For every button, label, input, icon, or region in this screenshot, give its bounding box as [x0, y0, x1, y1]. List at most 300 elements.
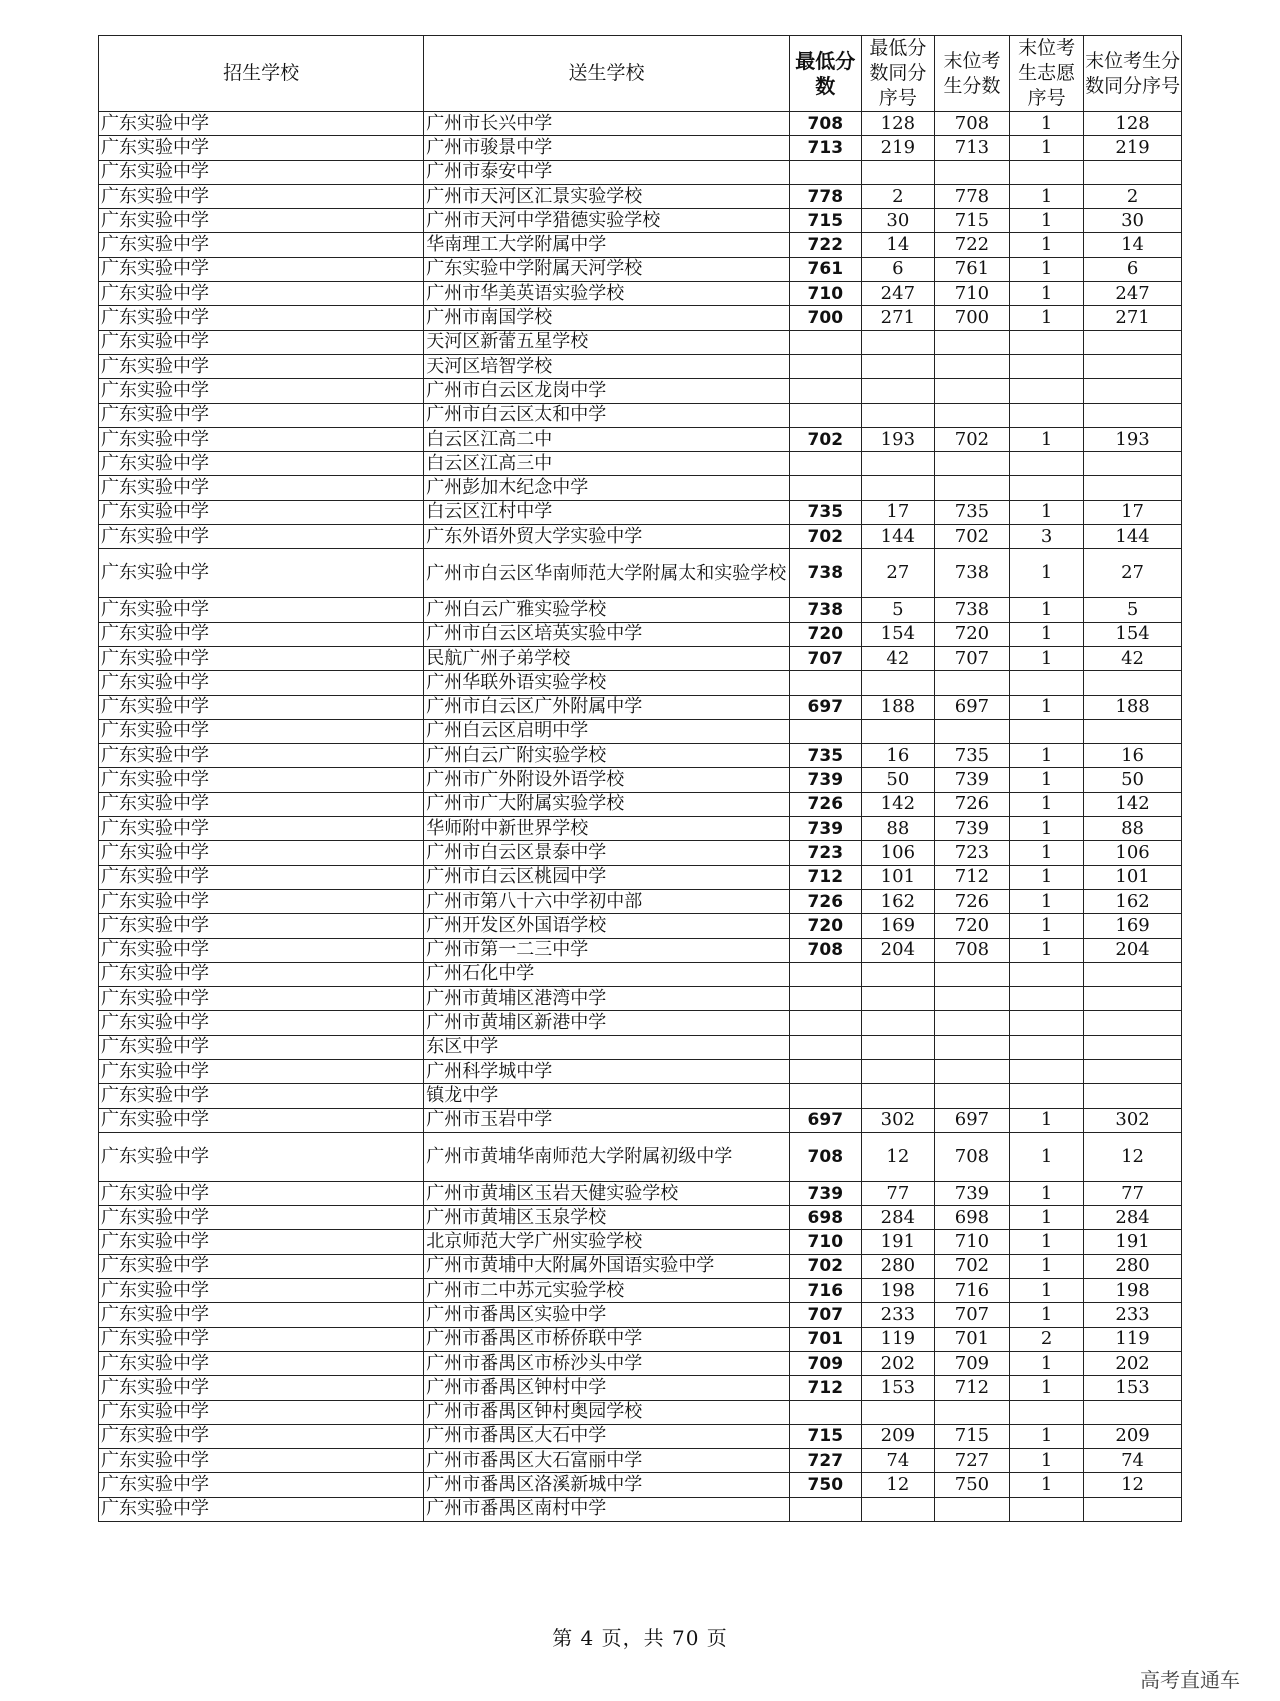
cell-sender: 天河区培智学校 [424, 354, 789, 378]
cell-sender: 广州石化中学 [424, 962, 789, 986]
table-row [99, 1449, 1182, 1473]
cell-min-rank: 284 [861, 1206, 934, 1230]
cell-sender: 广州市白云区太和中学 [424, 403, 789, 427]
cell-last-rank [1084, 403, 1182, 427]
cell-min-rank [861, 719, 934, 743]
cell-last-rank: 101 [1084, 865, 1182, 889]
cell-school: 广东实验中学 [99, 1181, 424, 1205]
cell-last-score: 713 [934, 136, 1009, 160]
cell-min-rank [861, 1084, 934, 1108]
cell-min-score: 698 [789, 1206, 861, 1230]
cell-last-choice: 1 [1010, 1376, 1084, 1400]
cell-school: 广东实验中学 [99, 671, 424, 695]
table-row [99, 1181, 1182, 1205]
cell-last-score: 708 [934, 938, 1009, 962]
cell-school: 广东实验中学 [99, 184, 424, 208]
cell-last-score [934, 452, 1009, 476]
cell-last-rank: 188 [1084, 695, 1182, 719]
cell-min-score: 712 [789, 865, 861, 889]
table-row [99, 233, 1182, 257]
cell-sender: 广州白云区启明中学 [424, 719, 789, 743]
cell-min-score: 710 [789, 1230, 861, 1254]
cell-school: 广东实验中学 [99, 354, 424, 378]
cell-min-rank [861, 452, 934, 476]
table-row [99, 1206, 1182, 1230]
cell-school: 广东实验中学 [99, 403, 424, 427]
table-row [99, 1327, 1182, 1351]
table-row [99, 1497, 1182, 1521]
table-row [99, 962, 1182, 986]
cell-school: 广东实验中学 [99, 549, 424, 598]
cell-last-rank: 202 [1084, 1351, 1182, 1375]
cell-min-score: 739 [789, 1181, 861, 1205]
watermark-text: 高考直通车 [1140, 1668, 1240, 1692]
cell-min-rank: 247 [861, 282, 934, 306]
cell-last-rank: 144 [1084, 525, 1182, 549]
cell-last-rank: 88 [1084, 817, 1182, 841]
cell-sender: 广州市白云区培英实验中学 [424, 622, 789, 646]
cell-last-rank: 128 [1084, 112, 1182, 136]
cell-school: 广东实验中学 [99, 1376, 424, 1400]
cell-last-choice: 1 [1010, 1424, 1084, 1448]
cell-last-rank: 14 [1084, 233, 1182, 257]
cell-last-rank [1084, 476, 1182, 500]
table-row [99, 1424, 1182, 1448]
cell-last-score: 739 [934, 1181, 1009, 1205]
cell-sender: 广州白云广雅实验学校 [424, 598, 789, 622]
cell-min-rank: 302 [861, 1108, 934, 1132]
cell-sender: 广州市广大附属实验学校 [424, 792, 789, 816]
cell-last-choice [1010, 1497, 1084, 1521]
cell-last-score [934, 354, 1009, 378]
cell-last-choice [1010, 719, 1084, 743]
cell-min-rank: 6 [861, 257, 934, 281]
cell-min-score [789, 987, 861, 1011]
cell-last-rank [1084, 330, 1182, 354]
table-row [99, 354, 1182, 378]
cell-last-score: 750 [934, 1473, 1009, 1497]
cell-min-score [789, 671, 861, 695]
cell-last-rank: 233 [1084, 1303, 1182, 1327]
cell-last-rank: 74 [1084, 1449, 1182, 1473]
table-row [99, 1279, 1182, 1303]
cell-school: 广东实验中学 [99, 282, 424, 306]
cell-sender: 广州市玉岩中学 [424, 1108, 789, 1132]
cell-last-score: 710 [934, 1230, 1009, 1254]
cell-last-score [934, 330, 1009, 354]
cell-last-score: 698 [934, 1206, 1009, 1230]
cell-school: 广东实验中学 [99, 1206, 424, 1230]
cell-last-choice: 1 [1010, 1206, 1084, 1230]
cell-last-rank [1084, 1011, 1182, 1035]
cell-sender: 广州白云广附实验学校 [424, 744, 789, 768]
cell-last-choice: 1 [1010, 938, 1084, 962]
cell-min-score: 739 [789, 768, 861, 792]
cell-last-score: 707 [934, 646, 1009, 670]
cell-last-rank [1084, 160, 1182, 184]
cell-min-score [789, 962, 861, 986]
cell-min-rank [861, 379, 934, 403]
table-row [99, 622, 1182, 646]
cell-last-choice: 1 [1010, 500, 1084, 524]
cell-sender: 广东外语外贸大学实验中学 [424, 525, 789, 549]
cell-min-score: 702 [789, 1254, 861, 1278]
cell-min-rank [861, 1011, 934, 1035]
cell-sender: 广州市白云区桃园中学 [424, 865, 789, 889]
cell-last-choice: 1 [1010, 1279, 1084, 1303]
cell-min-score: 723 [789, 841, 861, 865]
cell-min-rank: 14 [861, 233, 934, 257]
table-row [99, 598, 1182, 622]
cell-last-score: 715 [934, 1424, 1009, 1448]
cell-sender: 广东实验中学附属天河学校 [424, 257, 789, 281]
cell-min-rank: 198 [861, 1279, 934, 1303]
cell-sender: 东区中学 [424, 1035, 789, 1059]
cell-min-score: 708 [789, 112, 861, 136]
cell-last-rank [1084, 1497, 1182, 1521]
cell-last-choice: 1 [1010, 184, 1084, 208]
cell-min-rank [861, 1497, 934, 1521]
cell-min-score [789, 476, 861, 500]
cell-min-score: 707 [789, 1303, 861, 1327]
cell-school: 广东实验中学 [99, 1449, 424, 1473]
cell-sender: 白云区江村中学 [424, 500, 789, 524]
cell-last-choice: 1 [1010, 209, 1084, 233]
cell-last-choice: 1 [1010, 112, 1084, 136]
cell-sender: 广州华联外语实验学校 [424, 671, 789, 695]
cell-last-choice: 1 [1010, 427, 1084, 451]
cell-min-rank: 16 [861, 744, 934, 768]
cell-min-score: 708 [789, 938, 861, 962]
table-row [99, 1011, 1182, 1035]
cell-last-choice [1010, 1011, 1084, 1035]
cell-last-score [934, 962, 1009, 986]
cell-last-score: 709 [934, 1351, 1009, 1375]
cell-school: 广东实验中学 [99, 1473, 424, 1497]
table-row [99, 817, 1182, 841]
table-row [99, 525, 1182, 549]
cell-last-score: 702 [934, 427, 1009, 451]
cell-school: 广东实验中学 [99, 719, 424, 743]
cell-min-score: 761 [789, 257, 861, 281]
cell-min-score [789, 1059, 861, 1083]
table-row [99, 1108, 1182, 1132]
cell-min-rank: 271 [861, 306, 934, 330]
cell-school: 广东实验中学 [99, 914, 424, 938]
cell-sender: 广州市第一二三中学 [424, 938, 789, 962]
cell-last-choice: 1 [1010, 817, 1084, 841]
cell-sender: 广州市骏景中学 [424, 136, 789, 160]
cell-last-score: 700 [934, 306, 1009, 330]
cell-school: 广东实验中学 [99, 257, 424, 281]
cell-last-score: 708 [934, 112, 1009, 136]
header-last-rank: 末位考生分数同分序号 [1084, 36, 1182, 112]
table-row [99, 1084, 1182, 1108]
cell-school: 广东实验中学 [99, 1230, 424, 1254]
header-min-score-text: 最低分数 [795, 48, 856, 98]
cell-min-score [789, 452, 861, 476]
cell-min-score [789, 1035, 861, 1059]
cell-last-score: 712 [934, 865, 1009, 889]
cell-last-choice [1010, 160, 1084, 184]
cell-last-score [934, 1011, 1009, 1035]
cell-sender: 广州市番禺区钟村中学 [424, 1376, 789, 1400]
table-row [99, 282, 1182, 306]
cell-min-rank: 162 [861, 889, 934, 913]
cell-min-rank: 30 [861, 209, 934, 233]
table-row [99, 500, 1182, 524]
cell-min-score: 701 [789, 1327, 861, 1351]
cell-last-score: 735 [934, 744, 1009, 768]
cell-min-rank: 219 [861, 136, 934, 160]
table-row [99, 1400, 1182, 1424]
cell-sender: 华南理工大学附属中学 [424, 233, 789, 257]
cell-last-choice: 1 [1010, 622, 1084, 646]
header-min-score [789, 36, 861, 112]
cell-min-rank: 188 [861, 695, 934, 719]
cell-last-choice: 1 [1010, 1303, 1084, 1327]
cell-min-score [789, 1497, 861, 1521]
cell-school: 广东实验中学 [99, 1424, 424, 1448]
cell-sender: 广州市白云区龙岗中学 [424, 379, 789, 403]
table-row [99, 646, 1182, 670]
cell-min-rank: 202 [861, 1351, 934, 1375]
cell-min-score: 707 [789, 646, 861, 670]
cell-min-rank: 119 [861, 1327, 934, 1351]
cell-min-rank: 42 [861, 646, 934, 670]
cell-min-score: 708 [789, 1132, 861, 1181]
cell-min-score [789, 354, 861, 378]
cell-school: 广东实验中学 [99, 622, 424, 646]
cell-min-rank: 153 [861, 1376, 934, 1400]
cell-last-rank: 5 [1084, 598, 1182, 622]
cell-last-rank: 204 [1084, 938, 1182, 962]
cell-last-rank: 209 [1084, 1424, 1182, 1448]
header-last-choice: 末位考生志愿序号 [1010, 36, 1084, 112]
cell-min-rank: 209 [861, 1424, 934, 1448]
cell-last-choice: 1 [1010, 282, 1084, 306]
cell-sender: 广州市白云区华南师范大学附属太和实验学校 [424, 549, 789, 598]
cell-last-rank: 153 [1084, 1376, 1182, 1400]
table-row [99, 1376, 1182, 1400]
cell-min-rank: 27 [861, 549, 934, 598]
cell-last-score: 723 [934, 841, 1009, 865]
cell-school: 广东实验中学 [99, 841, 424, 865]
cell-min-rank: 17 [861, 500, 934, 524]
cell-school: 广东实验中学 [99, 330, 424, 354]
cell-last-score: 697 [934, 1108, 1009, 1132]
cell-last-choice [1010, 1400, 1084, 1424]
cell-min-score [789, 1400, 861, 1424]
cell-last-score: 761 [934, 257, 1009, 281]
cell-min-score: 778 [789, 184, 861, 208]
cell-last-score: 701 [934, 1327, 1009, 1351]
cell-last-rank: 12 [1084, 1473, 1182, 1497]
table-row [99, 209, 1182, 233]
table-row [99, 1059, 1182, 1083]
cell-school: 广东实验中学 [99, 1400, 424, 1424]
cell-sender: 广州市南国学校 [424, 306, 789, 330]
cell-school: 广东实验中学 [99, 1132, 424, 1181]
cell-last-choice [1010, 330, 1084, 354]
cell-min-score: 700 [789, 306, 861, 330]
cell-last-score: 727 [934, 1449, 1009, 1473]
table-row [99, 889, 1182, 913]
cell-last-rank [1084, 354, 1182, 378]
cell-min-rank: 128 [861, 112, 934, 136]
cell-last-score: 697 [934, 695, 1009, 719]
cell-min-score: 720 [789, 914, 861, 938]
cell-last-rank: 219 [1084, 136, 1182, 160]
cell-min-score [789, 1084, 861, 1108]
cell-min-score: 735 [789, 744, 861, 768]
cell-last-score [934, 1497, 1009, 1521]
cell-last-score [934, 160, 1009, 184]
cell-last-choice [1010, 1084, 1084, 1108]
cell-sender: 广州市二中苏元实验学校 [424, 1279, 789, 1303]
cell-min-rank: 144 [861, 525, 934, 549]
table-row [99, 1254, 1182, 1278]
cell-min-rank [861, 160, 934, 184]
cell-school: 广东实验中学 [99, 695, 424, 719]
cell-min-rank: 106 [861, 841, 934, 865]
table-row [99, 452, 1182, 476]
cell-last-choice: 1 [1010, 889, 1084, 913]
table-row [99, 330, 1182, 354]
cell-last-rank: 284 [1084, 1206, 1182, 1230]
cell-min-score: 735 [789, 500, 861, 524]
cell-last-rank: 106 [1084, 841, 1182, 865]
cell-last-choice: 1 [1010, 257, 1084, 281]
cell-last-choice: 1 [1010, 1230, 1084, 1254]
table-row [99, 1303, 1182, 1327]
cell-min-rank [861, 403, 934, 427]
table-row [99, 719, 1182, 743]
cell-last-score: 738 [934, 549, 1009, 598]
cell-last-rank [1084, 719, 1182, 743]
header-sender: 送生学校 [424, 36, 789, 112]
cell-last-score: 702 [934, 1254, 1009, 1278]
cell-min-score: 738 [789, 549, 861, 598]
cell-sender: 广州市广外附设外语学校 [424, 768, 789, 792]
header-school: 招生学校 [99, 36, 424, 112]
cell-min-rank [861, 987, 934, 1011]
cell-last-choice: 1 [1010, 549, 1084, 598]
cell-last-score: 708 [934, 1132, 1009, 1181]
table-row [99, 987, 1182, 1011]
cell-last-score [934, 1084, 1009, 1108]
cell-last-choice [1010, 1059, 1084, 1083]
cell-last-score: 739 [934, 817, 1009, 841]
cell-min-rank: 101 [861, 865, 934, 889]
cell-last-choice: 1 [1010, 233, 1084, 257]
cell-last-choice: 3 [1010, 525, 1084, 549]
cell-min-rank: 77 [861, 1181, 934, 1205]
cell-last-choice: 1 [1010, 306, 1084, 330]
cell-last-score [934, 1035, 1009, 1059]
cell-last-choice [1010, 379, 1084, 403]
cell-min-rank [861, 1059, 934, 1083]
cell-school: 广东实验中学 [99, 452, 424, 476]
cell-sender: 广州市华美英语实验学校 [424, 282, 789, 306]
cell-last-rank [1084, 1059, 1182, 1083]
table-row [99, 403, 1182, 427]
table-row [99, 379, 1182, 403]
cell-sender: 广州市白云区广外附属中学 [424, 695, 789, 719]
cell-last-choice: 1 [1010, 1254, 1084, 1278]
cell-last-score: 778 [934, 184, 1009, 208]
cell-last-score: 726 [934, 889, 1009, 913]
cell-last-rank: 302 [1084, 1108, 1182, 1132]
cell-min-score: 727 [789, 1449, 861, 1473]
cell-last-rank [1084, 671, 1182, 695]
cell-min-score: 709 [789, 1351, 861, 1375]
cell-min-rank: 2 [861, 184, 934, 208]
cell-last-rank: 271 [1084, 306, 1182, 330]
table-row [99, 1132, 1182, 1181]
cell-min-rank: 50 [861, 768, 934, 792]
cell-sender: 广州市黄埔区玉泉学校 [424, 1206, 789, 1230]
cell-school: 广东实验中学 [99, 1497, 424, 1521]
cell-last-score: 707 [934, 1303, 1009, 1327]
cell-sender: 广州开发区外国语学校 [424, 914, 789, 938]
cell-school: 广东实验中学 [99, 1059, 424, 1083]
table-row [99, 744, 1182, 768]
cell-min-score [789, 719, 861, 743]
cell-last-choice: 1 [1010, 598, 1084, 622]
cell-last-rank: 169 [1084, 914, 1182, 938]
cell-school: 广东实验中学 [99, 1108, 424, 1132]
cell-min-score: 726 [789, 792, 861, 816]
table-row [99, 1473, 1182, 1497]
cell-min-score [789, 379, 861, 403]
cell-last-score [934, 1059, 1009, 1083]
cell-last-rank [1084, 987, 1182, 1011]
cell-last-choice: 1 [1010, 768, 1084, 792]
table-row [99, 257, 1182, 281]
cell-school: 广东实验中学 [99, 987, 424, 1011]
cell-last-rank: 30 [1084, 209, 1182, 233]
cell-last-choice [1010, 452, 1084, 476]
table-row [99, 184, 1182, 208]
table-row [99, 768, 1182, 792]
cell-min-rank [861, 962, 934, 986]
cell-last-choice: 1 [1010, 865, 1084, 889]
cell-sender: 华师附中新世界学校 [424, 817, 789, 841]
cell-min-rank: 191 [861, 1230, 934, 1254]
cell-school: 广东实验中学 [99, 938, 424, 962]
cell-last-score: 716 [934, 1279, 1009, 1303]
cell-school: 广东实验中学 [99, 379, 424, 403]
cell-school: 广东实验中学 [99, 889, 424, 913]
cell-last-choice [1010, 403, 1084, 427]
cell-sender: 广州市番禺区市桥沙头中学 [424, 1351, 789, 1375]
cell-last-rank: 27 [1084, 549, 1182, 598]
cell-last-rank: 162 [1084, 889, 1182, 913]
cell-last-rank: 6 [1084, 257, 1182, 281]
cell-sender: 广州市黄埔华南师范大学附属初级中学 [424, 1132, 789, 1181]
cell-last-choice: 1 [1010, 1449, 1084, 1473]
cell-last-choice: 1 [1010, 1351, 1084, 1375]
cell-last-score [934, 671, 1009, 695]
cell-min-rank: 193 [861, 427, 934, 451]
cell-school: 广东实验中学 [99, 1351, 424, 1375]
header-min-rank: 最低分数同分序号 [861, 36, 934, 112]
cell-last-choice: 2 [1010, 1327, 1084, 1351]
table-row [99, 549, 1182, 598]
cell-min-rank: 204 [861, 938, 934, 962]
cell-last-score: 735 [934, 500, 1009, 524]
